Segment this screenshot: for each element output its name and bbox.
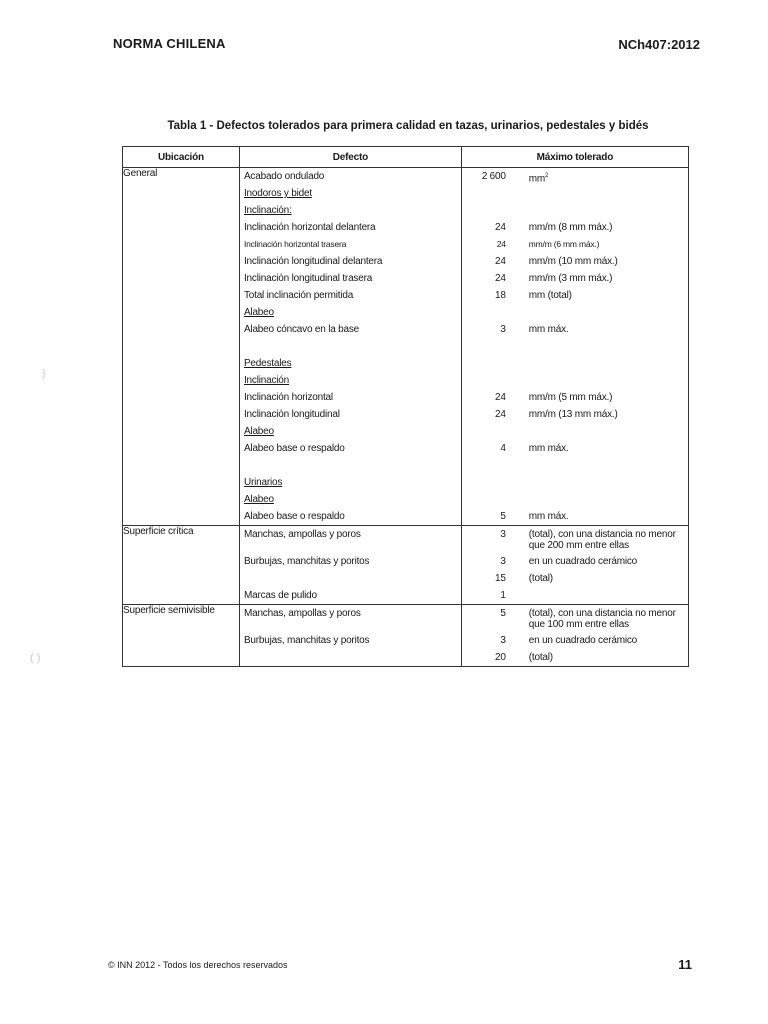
column-header-ubicacion: Ubicación <box>123 147 240 168</box>
max-value: 1 <box>500 590 506 601</box>
blank-line <box>240 457 461 474</box>
max-value: 4 <box>500 443 506 454</box>
max-unit: mm/m (6 mm máx.) <box>528 239 600 249</box>
defect-item: Alabeo base o respaldo <box>243 443 345 454</box>
defecto-cell <box>239 605 461 667</box>
max-entry <box>462 406 688 423</box>
max-entry-empty <box>462 491 688 508</box>
max-entry <box>462 440 688 457</box>
max-entry <box>462 649 688 666</box>
defect-item: Inclinación horizontal delantera <box>243 222 376 233</box>
defect-subheading: Alabeo <box>243 307 274 318</box>
defect-item: Marcas de pulido <box>243 590 317 601</box>
column-header-maximo: Máximo tolerado <box>461 147 688 168</box>
document-number: NCh407:2012 <box>618 37 700 52</box>
max-value: 20 <box>495 652 506 663</box>
max-entry <box>462 287 688 304</box>
max-entry <box>462 605 688 632</box>
max-entry-empty <box>462 202 688 219</box>
max-value: 24 <box>495 273 506 284</box>
max-entry <box>462 587 688 604</box>
max-entry <box>462 236 688 253</box>
max-unit: en un cuadrado cerámico <box>528 635 638 646</box>
max-entry-empty <box>462 372 688 389</box>
defect-item: Alabeo cóncavo en la base <box>243 324 360 335</box>
max-entry <box>462 553 688 570</box>
defect-subheading: Inodoros y bidet <box>243 188 312 199</box>
max-unit: mm/m (3 mm máx.) <box>528 273 613 284</box>
max-entry <box>462 321 688 338</box>
max-unit: mm/m (8 mm máx.) <box>528 222 613 233</box>
defect-item: Alabeo base o respaldo <box>243 511 345 522</box>
blank-line <box>240 338 461 355</box>
defect-item: Inclinación longitudinal trasera <box>243 273 373 284</box>
max-entry <box>462 219 688 236</box>
max-entry-empty <box>462 474 688 491</box>
table-title: Tabla 1 - Defectos tolerados para primera calidad en tazas, urinarios, pedestales y bidés <box>167 120 649 132</box>
maximo-cell <box>461 605 688 667</box>
max-unit: mm/m (13 mm máx.) <box>528 409 618 420</box>
defect-item: Inclinación horizontal <box>243 392 333 403</box>
max-entry <box>462 270 688 287</box>
max-entry <box>462 632 688 649</box>
max-entry <box>462 508 688 525</box>
table-row-superficie-critica <box>123 526 689 605</box>
max-entry-empty <box>462 304 688 321</box>
max-entry-empty <box>462 185 688 202</box>
maximo-cell <box>461 526 688 605</box>
table-row-general <box>123 168 689 526</box>
max-value: 15 <box>495 573 506 584</box>
table-row-superficie-semivisible <box>123 605 689 667</box>
max-unit: (total), con una distancia no menor que 100 mm entre ellas <box>528 608 676 630</box>
max-value: 2 600 <box>481 171 506 182</box>
max-unit: mm máx. <box>528 511 569 522</box>
max-unit: (total) <box>528 573 553 584</box>
ubicacion-cell: Superficie semivisible <box>123 605 240 667</box>
maximo-cell <box>461 168 688 526</box>
max-value: 3 <box>500 556 506 567</box>
defect-item: Manchas, ampollas y poros <box>243 529 361 540</box>
max-unit: mm/m (10 mm máx.) <box>528 256 618 267</box>
max-value: 24 <box>495 409 506 420</box>
defect-subheading: Alabeo <box>243 426 274 437</box>
max-unit: mm máx. <box>528 443 569 454</box>
defect-subheading: Inclinación: <box>243 205 292 216</box>
document-code-label: NORMA CHILENA <box>113 36 226 51</box>
defect-item: Total inclinación permitida <box>243 290 354 301</box>
defecto-cell <box>239 168 461 526</box>
max-value: 5 <box>500 608 506 619</box>
max-unit: mm/m (5 mm máx.) <box>528 392 613 403</box>
max-entry <box>462 389 688 406</box>
max-value: 24 <box>495 392 506 403</box>
defect-item: Inclinación longitudinal delantera <box>243 256 383 267</box>
defect-item: Acabado ondulado <box>243 171 325 182</box>
blank-line <box>240 570 461 587</box>
max-entry-empty <box>462 423 688 440</box>
defect-subheading: Urinarios <box>243 477 283 488</box>
max-unit: $mm^2$ <box>528 173 549 185</box>
defect-item: Burbujas, manchitas y poritos <box>243 556 370 567</box>
max-entry <box>462 526 688 553</box>
defect-item: Inclinación longitudinal <box>243 409 340 420</box>
max-value: 3 <box>500 529 506 540</box>
defect-subheading: Alabeo <box>243 494 274 505</box>
max-entry <box>462 570 688 587</box>
defect-item: Inclinación horizontal trasera <box>243 239 347 249</box>
max-entry <box>462 253 688 270</box>
defect-subheading: Pedestales <box>243 358 292 369</box>
margin-scan-mark: ( ) <box>30 652 41 664</box>
max-entry-empty <box>462 355 688 372</box>
max-value: 24 <box>495 256 506 267</box>
max-unit: mm máx. <box>528 324 569 335</box>
page-number: 11 <box>678 957 692 972</box>
max-entry-empty <box>462 338 688 355</box>
column-header-defecto: Defecto <box>239 147 461 168</box>
max-value: 5 <box>500 511 506 522</box>
ubicacion-cell: Superficie crítica <box>123 526 240 605</box>
blank-line <box>240 649 461 666</box>
margin-scan-mark: } <box>42 368 46 380</box>
max-unit: en un cuadrado cerámico <box>528 556 638 567</box>
max-value: 24 <box>496 239 506 249</box>
max-value: 3 <box>500 324 506 335</box>
ubicacion-cell: General <box>123 168 240 526</box>
max-unit: (total) <box>528 652 553 663</box>
table-header-row <box>123 147 689 168</box>
max-value: 3 <box>500 635 506 646</box>
max-unit: (total), con una distancia no menor que 200 mm entre ellas <box>528 529 676 551</box>
max-value: 24 <box>495 222 506 233</box>
defecto-cell <box>239 526 461 605</box>
max-entry <box>462 168 688 185</box>
defects-table <box>122 146 689 667</box>
max-entry-empty <box>462 457 688 474</box>
defect-item: Manchas, ampollas y poros <box>243 608 361 619</box>
copyright-notice: © INN 2012 - Todos los derechos reservados <box>108 960 288 970</box>
max-unit: mm (total) <box>528 290 572 301</box>
max-value: 18 <box>495 290 506 301</box>
defect-item: Burbujas, manchitas y poritos <box>243 635 370 646</box>
defect-subheading: Inclinación <box>243 375 290 386</box>
